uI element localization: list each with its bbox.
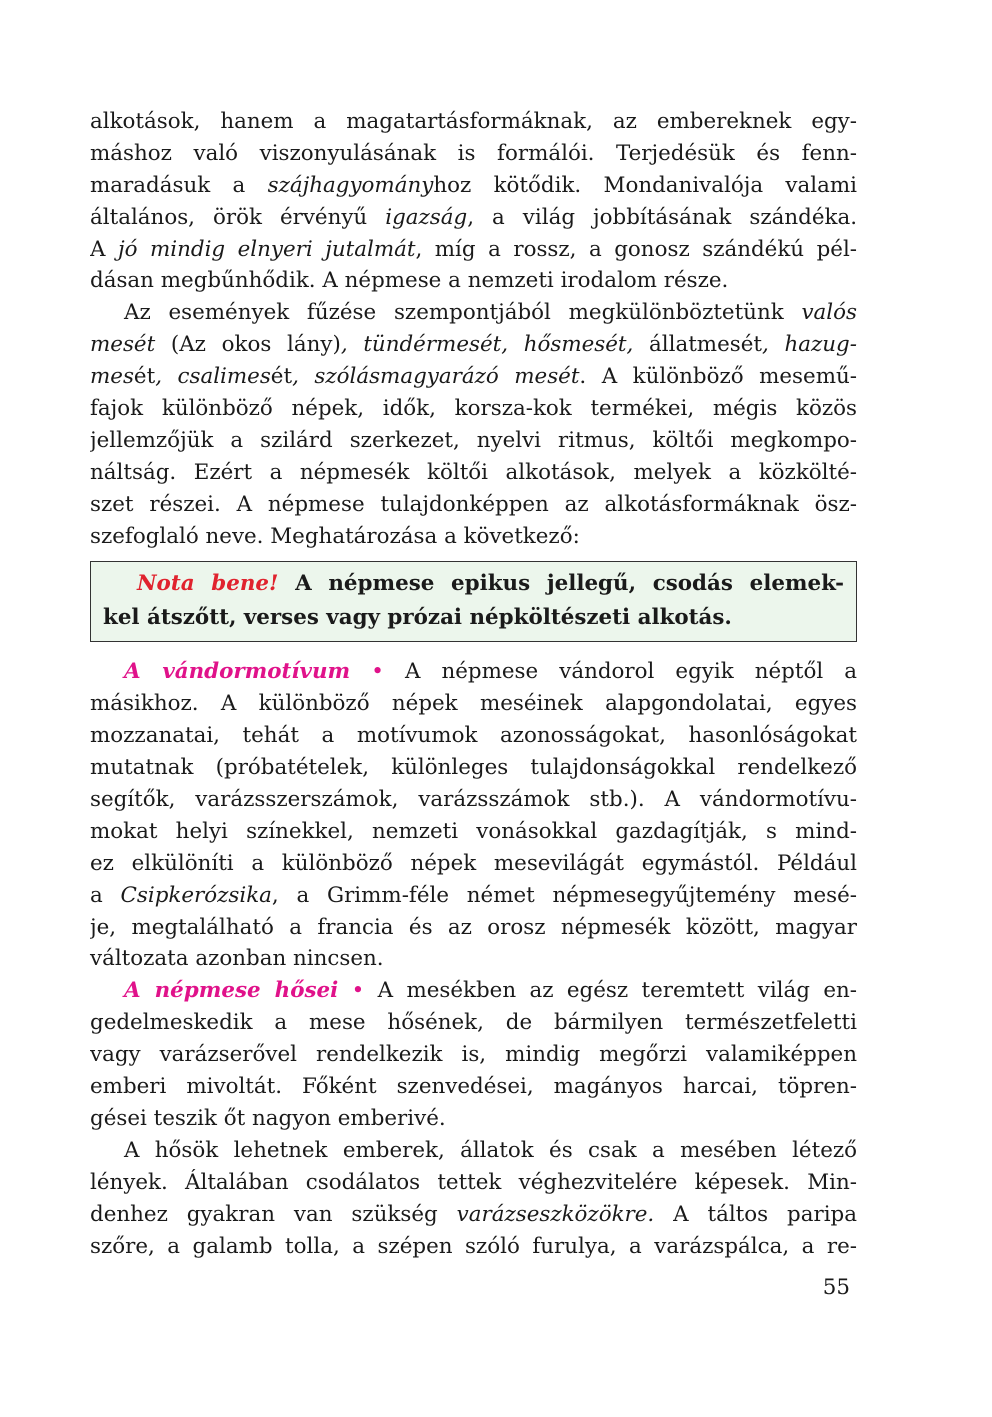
text-line — [90, 297, 857, 329]
text-line — [103, 567, 844, 601]
text-line: dásan megbűnhődik. A népmese a nemzeti irodalom része. — [90, 268, 729, 294]
text-line — [90, 329, 857, 361]
bullet-icon: • — [350, 659, 405, 685]
italic-term: , szólásmagyarázó mesét — [292, 364, 580, 390]
text-line: szefoglaló neve. Meghatározása a következő: — [90, 523, 580, 549]
text-line: változata azonban nincsen. — [90, 946, 384, 972]
text-line: kel átszőtt, verses vagy prózai népköltészeti alkotás. — [103, 605, 732, 631]
text-line: fajok különböző népek, idők, korsza-kok termékei, mégis közös — [90, 396, 857, 422]
text-run: a — [90, 882, 121, 908]
italic-term: valós — [801, 300, 857, 326]
text-line: lények. Általában csodálatos tettek véghezvitelére képesek. Min- — [90, 1169, 857, 1195]
text-run: , a világ jobbításának szándéka. — [467, 204, 857, 230]
text-line — [90, 170, 857, 202]
section-nepmese-hosei — [90, 975, 857, 1134]
nota-bene-label: Nota bene! — [137, 571, 279, 597]
text-line: máshoz való viszonyulásának is formálói. Terjedésük és fenn- — [90, 140, 857, 166]
paragraph-types — [90, 297, 857, 552]
italic-term: mesét — [90, 332, 156, 358]
text-line — [90, 1199, 857, 1231]
italic-term: igazság — [385, 204, 468, 230]
text-line: alkotások, hanem a magatartásformáknak, az embereknek egy- — [90, 109, 857, 134]
text-run: állatmesét — [633, 332, 762, 358]
paragraph-heroes — [90, 1135, 857, 1263]
text-line: segítők, varázsszerszámok, varázsszámok stb.). A vándormotívu- — [90, 787, 857, 813]
text-run: , a Grimm-féle német népmesegyűjtemény mesé- — [271, 882, 857, 908]
italic-term: varázseszközökre. — [456, 1201, 655, 1227]
text-run: ét — [133, 364, 156, 390]
page-number: 55 — [822, 1275, 850, 1300]
italic-term: Csipkerózsika — [120, 882, 272, 908]
text-line: mozzanatai, tehát a motívumok azonosságokat, hasonlóságokat — [90, 723, 857, 749]
section-heading: A vándormotívum — [124, 659, 351, 685]
text-line: másikhoz. A különböző népek meséinek alapgondolatai, egyes — [90, 691, 857, 717]
text-line — [90, 975, 857, 1007]
definition-text: A népmese epikus jellegű, csodás elemek- — [278, 571, 844, 597]
text-line: mokat helyi színekkel, nemzeti vonásokkal gazdagítják, s mind- — [90, 818, 857, 844]
italic-term: , hazug- — [761, 332, 857, 358]
text-line: je, megtalálható a francia és az orosz népmesék között, magyar — [90, 914, 857, 940]
italic-term: jó mindig elnyeri jutalmát — [117, 236, 416, 262]
text-run: Az események fűzése szempontjából megkülönböztetünk — [124, 300, 802, 326]
text-line: emberi mivoltát. Főként szenvedései, magányos harcai, töpren- — [90, 1074, 857, 1100]
text-line: mutatnak (próbatételek, különleges tulajdonságokkal rendelkező — [90, 755, 857, 781]
text-line: A hősök lehetnek emberek, állatok és csak a mesében létező — [124, 1137, 857, 1163]
text-line — [90, 880, 857, 912]
text-line — [90, 234, 857, 266]
text-run: A népmese vándorol egyik néptől a — [404, 659, 857, 685]
italic-term: mes — [90, 364, 134, 390]
text-line: szőre, a galamb tolla, a szépen szóló furulya, a varázspálca, a re- — [90, 1233, 857, 1259]
text-run: . A különböző mesemű- — [579, 364, 857, 390]
italic-term: szájhagyomány — [267, 172, 434, 198]
body-text — [90, 106, 857, 1262]
text-run: maradásuk a — [90, 172, 268, 198]
text-run: A — [90, 236, 118, 262]
text-run: , míg a rossz, a gonosz szándékú pél- — [415, 236, 857, 262]
text-line: náltság. Ezért a népmesék költői alkotások, melyek a közkölté- — [90, 459, 857, 485]
text-line — [90, 656, 857, 688]
text-run: (Az okos lány) — [155, 332, 341, 358]
italic-term: , csalimes — [155, 364, 271, 390]
section-vandormotivum — [90, 656, 857, 975]
text-run: A táltos paripa — [654, 1201, 857, 1227]
italic-term: , tündérmesét, hősmesét, — [340, 332, 634, 358]
text-run: ét — [270, 364, 293, 390]
nota-bene-box — [90, 561, 857, 642]
bullet-icon: • — [338, 978, 378, 1004]
text-run: általános, örök érvényű — [90, 204, 386, 230]
text-run: hoz kötődik. Mondanivalója valami — [433, 172, 857, 198]
text-run: denhez gyakran van szükség — [90, 1201, 457, 1227]
paragraph-intro — [90, 106, 857, 297]
text-line: gedelmeskedik a mese hősének, de bármilyen természetfeletti — [90, 1010, 857, 1036]
text-line: jellemzőjük a szilárd szerkezet, nyelvi ritmus, költői megkompo- — [90, 427, 857, 453]
text-line: szet részei. A népmese tulajdonképpen az alkotásformáknak ösz- — [90, 491, 857, 517]
text-run: A mesékben az egész teremtett világ en- — [377, 978, 857, 1004]
section-heading: A népmese hősei — [124, 978, 339, 1004]
text-line: ez elkülöníti a különböző népek mesevilágát egymástól. Például — [90, 850, 857, 876]
text-line: vagy varázserővel rendelkezik is, mindig megőrzi valamiképpen — [90, 1042, 857, 1068]
text-line: gései teszik őt nagyon emberivé. — [90, 1105, 446, 1131]
text-line — [90, 202, 857, 234]
text-line — [90, 361, 857, 393]
